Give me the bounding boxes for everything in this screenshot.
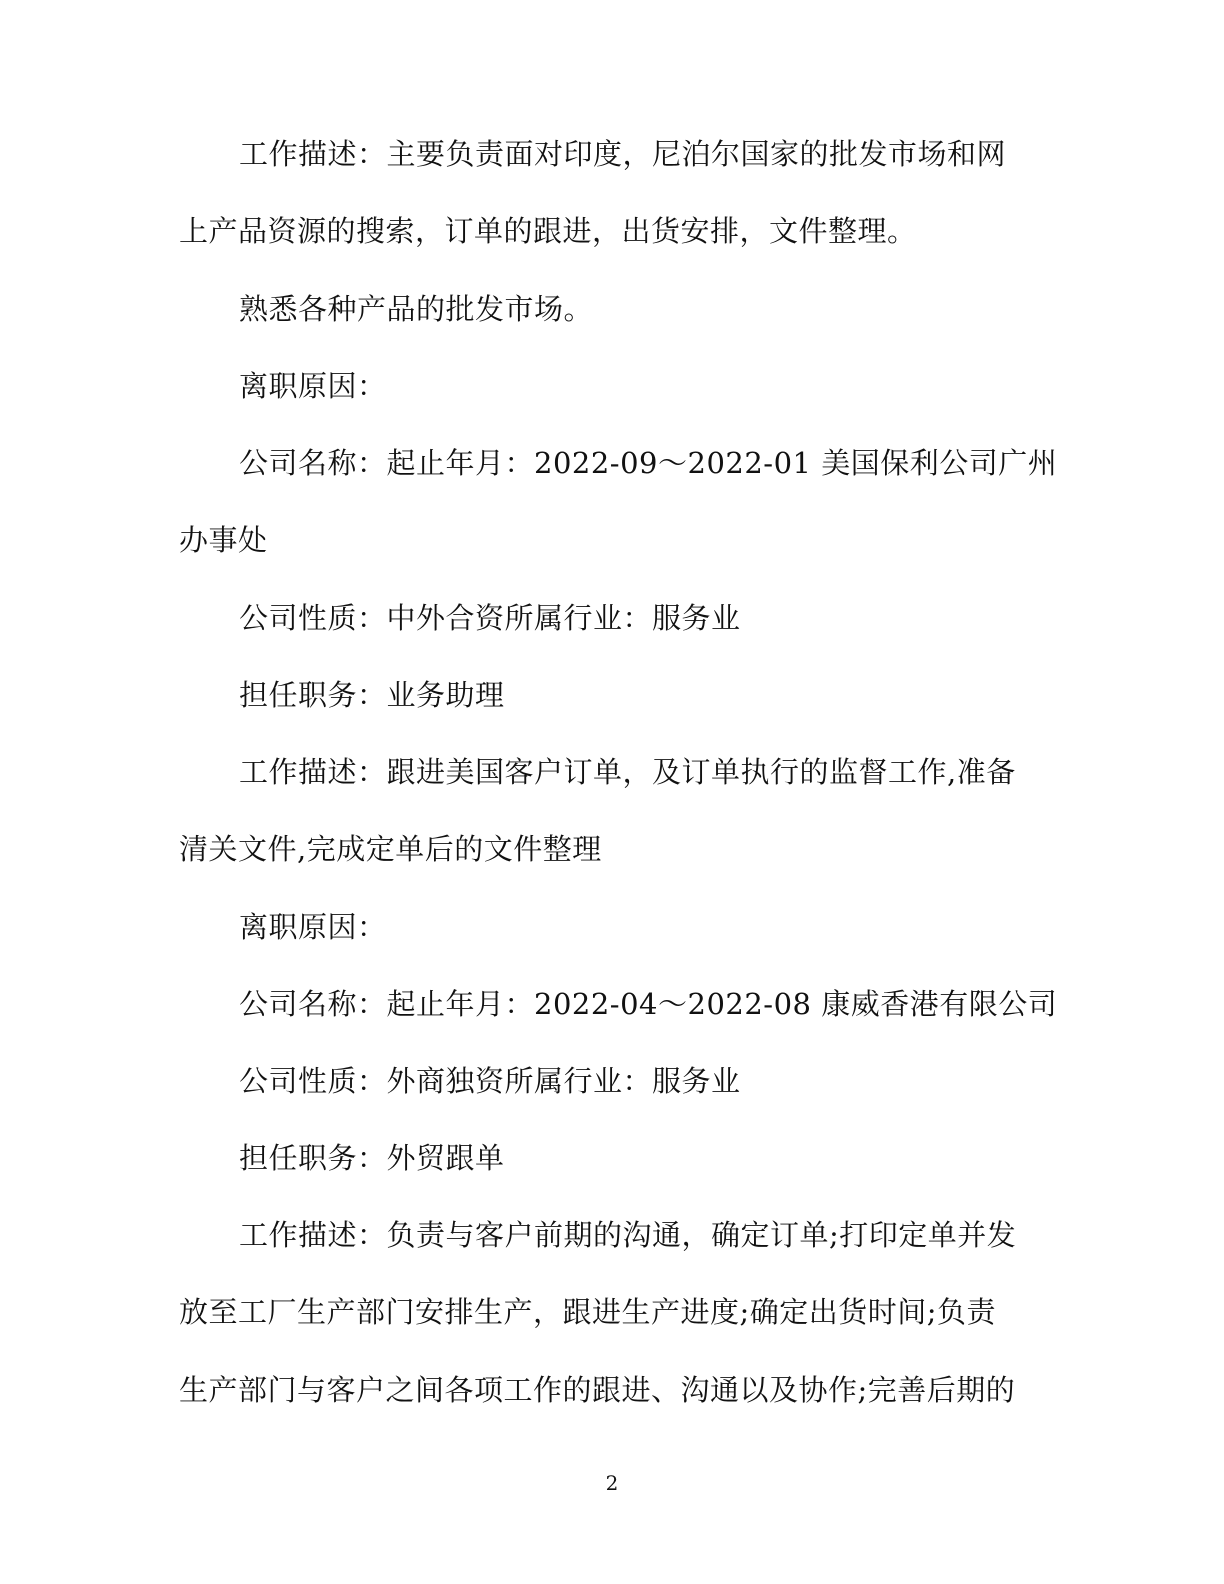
- paragraph-line: 上产品资源的搜索，订单的跟进，出货安排，文件整理。: [179, 214, 917, 248]
- paragraph-line: 办事处: [179, 523, 268, 557]
- paragraph-line: 生产部门与客户之间各项工作的跟进、沟通以及协作;完善后期的: [179, 1373, 1016, 1407]
- paragraph-line: 担任职务：外贸跟单: [239, 1141, 505, 1175]
- paragraph-line: 离职原因：: [239, 369, 387, 403]
- paragraph-line: 公司性质：外商独资所属行业：服务业: [239, 1064, 741, 1098]
- paragraph-line: 工作描述：跟进美国客户订单，及订单执行的监督工作,准备: [239, 755, 1016, 789]
- paragraph-line: 工作描述：主要负责面对印度，尼泊尔国家的批发市场和网: [239, 137, 1007, 171]
- paragraph-line: 熟悉各种产品的批发市场。: [239, 292, 594, 326]
- paragraph-line: 离职原因：: [239, 910, 387, 944]
- paragraph-line: 公司性质：中外合资所属行业：服务业: [239, 601, 741, 635]
- paragraph-line: 公司名称：起止年月：2022-09～2022-01 美国保利公司广州: [239, 446, 1058, 480]
- paragraph-line: 公司名称：起止年月：2022-04～2022-08 康威香港有限公司: [239, 987, 1058, 1021]
- paragraph-line: 工作描述：负责与客户前期的沟通，确定订单;打印定单并发: [239, 1218, 1017, 1252]
- paragraph-line: 清关文件,完成定单后的文件整理: [179, 832, 602, 866]
- paragraph-line: 担任职务：业务助理: [239, 678, 505, 712]
- paragraph-line: 放至工厂生产部门安排生产，跟进生产进度;确定出货时间;负责: [179, 1295, 997, 1329]
- page-number: 2: [605, 1471, 619, 1495]
